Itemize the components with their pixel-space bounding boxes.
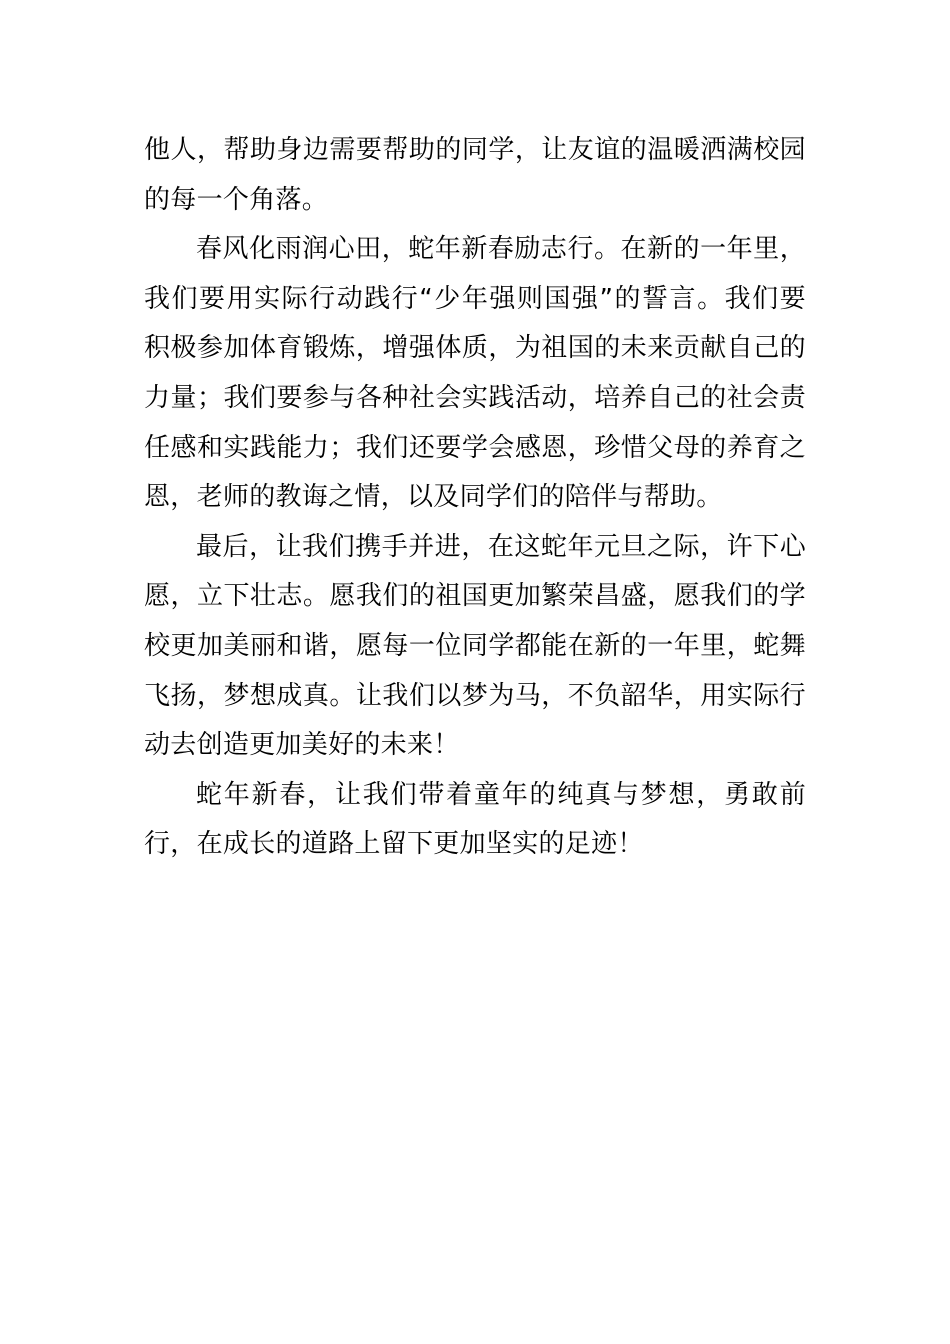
paragraph-2-line-5: 任感和实践能力；我们还要学会感恩，珍惜父母的养育之 [144, 432, 806, 463]
paragraph-3-line-2: 愿，立下壮志。愿我们的祖国更加繁荣昌盛，愿我们的学 [144, 581, 806, 612]
paragraph-1-line-1: 他人，帮助身边需要帮助的同学，让友谊的温暖洒满校园 [144, 135, 806, 165]
paragraph-4 [144, 771, 806, 870]
paragraph-4-line-2: 行，在成长的道路上留下更加坚实的足迹！ [144, 829, 644, 860]
paragraph-3 [144, 523, 806, 771]
paragraph-2-line-6: 恩，老师的教诲之情，以及同学们的陪伴与帮助。 [144, 482, 723, 513]
paragraph-1-line-2: 的每一个角落。 [144, 184, 329, 215]
paragraph-2-line-2: 我们要用实际行动践行“少年强则国强”的誓言。我们要 [144, 283, 806, 314]
paragraph-3-line-1: 最后，让我们携手并进，在这蛇年元旦之际，许下心 [196, 531, 806, 562]
paragraph-2-line-4: 力量；我们要参与各种社会实践活动，培养自己的社会责 [144, 382, 806, 413]
paragraph-2 [144, 225, 806, 523]
paragraph-4-line-1: 蛇年新春，让我们带着童年的纯真与梦想，勇敢前 [196, 779, 806, 810]
paragraph-3-line-4: 飞扬，梦想成真。让我们以梦为马，不负韶华，用实际行 [144, 680, 806, 711]
document-body [144, 126, 806, 870]
paragraph-3-line-5: 动去创造更加美好的未来！ [144, 730, 460, 761]
paragraph-2-line-1: 春风化雨润心田，蛇年新春励志行。在新的一年里， [196, 234, 806, 265]
paragraph-2-line-3: 积极参加体育锻炼，增强体质，为祖国的未来贡献自己的 [144, 333, 806, 364]
paragraph-1 [144, 126, 806, 225]
paragraph-3-line-3: 校更加美丽和谐，愿每一位同学都能在新的一年里，蛇舞 [144, 630, 806, 661]
